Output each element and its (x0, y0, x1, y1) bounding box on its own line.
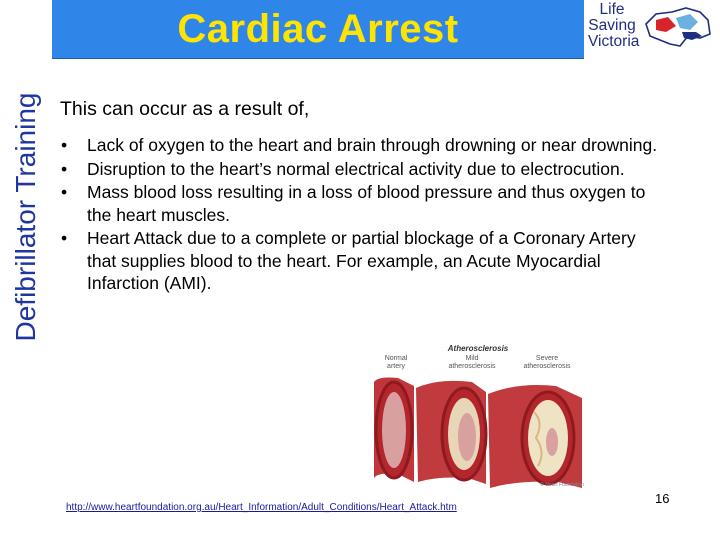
atherosclerosis-figure (368, 342, 588, 490)
bullet-list (60, 134, 660, 296)
figure-label: Normal artery (384, 355, 408, 370)
list-item: • Disruption to the heart’s normal electrical activity due to electrocution. (60, 158, 660, 181)
figure-heading: Atherosclerosis (447, 344, 509, 353)
source-link[interactable]: http://www.heartfoundation.org.au/Heart_Information/Adult_Conditions/Heart_Attack.htm (66, 502, 457, 513)
list-item: • Lack of oxygen to the heart and brain through drowning or near drowning. (60, 134, 660, 157)
figure-label: Severe atherosclerosis (523, 355, 571, 370)
list-item: • Mass blood loss resulting in a loss of blood pressure and thus oxygen to the heart muscles. (60, 181, 660, 226)
logo-line-2: Saving (588, 17, 636, 34)
side-bar (0, 0, 52, 540)
page-number: 16 (655, 491, 670, 506)
logo-line-1: Life (599, 1, 625, 18)
figure-credit: © Heart Foundation (540, 482, 584, 488)
intro-text: This can occur as a result of, (60, 98, 310, 120)
list-item: • Heart Attack due to a complete or partial blockage of a Coronary Artery that supplies blood to the heart. For example, an Acute Myocardial Infarction (AMI). (60, 227, 660, 295)
victoria-map-icon (642, 6, 714, 54)
logo-text (588, 1, 640, 50)
title-band (52, 0, 584, 59)
logo-line-3: Victoria (588, 33, 640, 50)
logo (588, 2, 718, 58)
page-title: Cardiac Arrest (177, 6, 459, 51)
figure-label: Mild atherosclerosis (448, 355, 496, 370)
side-label: Defibrillator Training (10, 92, 41, 342)
artery-illustration (368, 342, 588, 490)
